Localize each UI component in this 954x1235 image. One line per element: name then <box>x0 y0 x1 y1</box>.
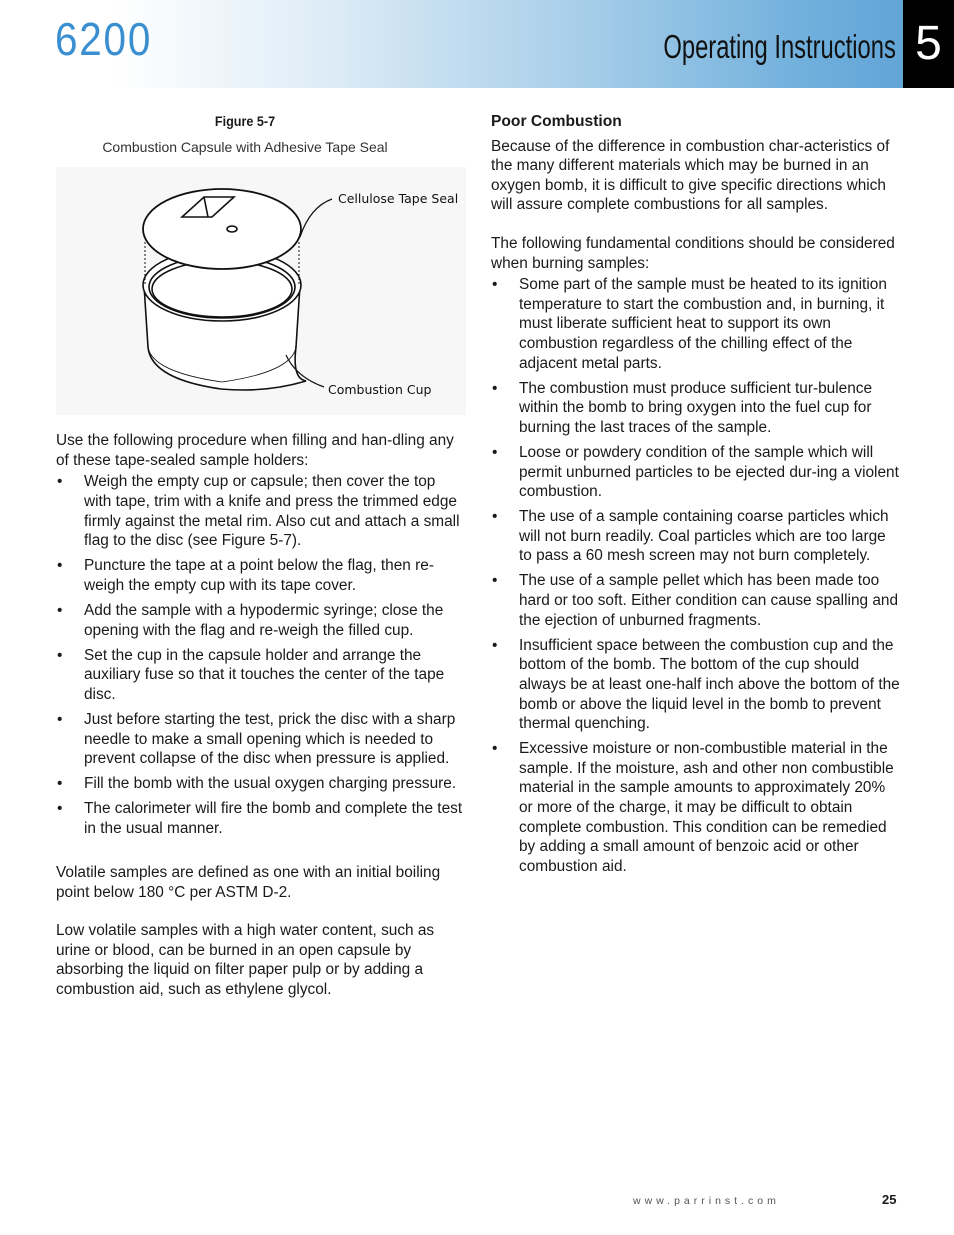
figure-caption: Combustion Capsule with Adhesive Tape Seal <box>102 138 388 155</box>
low-volatile-paragraph: Low volatile samples with a high water content, such as urine or blood, can be burned in an open capsule by absorbing the liquid on filter paper pulp or by adding a combustion aid, such as ethylene glycol. <box>56 922 435 998</box>
model-number: 6200 <box>55 13 153 65</box>
website-url: www.parrinst.com <box>633 1195 780 1207</box>
conditions-list <box>491 275 901 876</box>
list-item: • Loose or powdery condition of the sample which will permit unburned particles to be ejected dur-ing a violent combustion. <box>491 443 901 502</box>
list-item: • Some part of the sample must be heated to its ignition temperature to start the combustion and, in burning, it must liberate sufficient heat to support its own combustion regardless of the chilling effect of the adjacent metal parts. <box>491 275 901 373</box>
list-item: • Fill the bomb with the usual oxygen charging pressure. <box>56 774 466 794</box>
tape-seal-label: Cellulose Tape Seal <box>338 191 459 207</box>
list-item: • Excessive moisture or non-combustible material in the sample. If the moisture, ash and other non combustible material in the sample amounts to approximately 20% or more of the charge, it may be difficult to obtain complete combustion. This condition can be remedied by adding a small amount of benzoic acid or other combustion aid. <box>491 739 901 876</box>
list-item: • The combustion must produce sufficient tur-bulence within the bomb to bring oxygen into the fuel cup for burning the last traces of the sample. <box>491 379 901 438</box>
list-item: • Weigh the empty cup or capsule; then cover the top with tape, trim with a knife and press the trimmed edge firmly against the metal rim. Also cut and attach a small flag to the disc (see Figure 5-7). <box>56 472 466 550</box>
figure-number: Figure 5-7 <box>214 113 276 129</box>
right-column <box>491 112 901 882</box>
list-item: • The use of a sample pellet which has been made too hard or too soft. Either condition can cause spalling and the ejection of unburned fragments. <box>491 571 901 630</box>
list-item: • Puncture the tape at a point below the flag, then re-weigh the empty cup with its tape cover. <box>56 556 466 595</box>
combustion-capsule-figure <box>56 167 466 415</box>
list-item: • Add the sample with a hypodermic syringe; close the opening with the flag and re-weigh the filled cup. <box>56 601 466 640</box>
list-item: • Insufficient space between the combustion cup and the bottom of the bomb. The bottom of the cup should always be at least one-half inch above the bottom of the bomb or above the liquid level in the bomb to prevent thermal quenching. <box>491 636 901 734</box>
page-header <box>0 0 954 88</box>
intro-paragraph: Because of the difference in combustion char-acteristics of the many different materials which may be burned in an oxygen bomb, it is difficult to give specific directions which will assure complete combustions for all samples. <box>491 137 890 214</box>
section-heading: Poor Combustion <box>491 113 622 130</box>
conditions-paragraph: The following fundamental conditions should be considered when burning samples: <box>491 234 895 272</box>
volatile-paragraph: Volatile samples are defined as one with an initial boiling point below 180 °C per ASTM D-2. <box>56 863 441 901</box>
left-column <box>56 112 466 1000</box>
capsule-illustration <box>56 167 466 415</box>
section-title: Operating Instructions <box>663 28 896 65</box>
chapter-number: 5 <box>903 0 954 88</box>
list-item: • The calorimeter will fire the bomb and complete the test in the usual manner. <box>56 799 466 838</box>
procedure-list <box>56 472 466 838</box>
page-number: 25 <box>882 1192 897 1207</box>
list-item: • Set the cup in the capsule holder and arrange the auxiliary fuse so that it touches the center of the tape disc. <box>56 646 466 705</box>
procedure-intro: Use the following procedure when filling and han-dling any of these tape-sealed sample holders: <box>56 432 454 469</box>
list-item: • Just before starting the test, prick the disc with a sharp needle to make a small opening which is needed to prevent collapse of the disc when pressure is applied. <box>56 710 466 769</box>
combustion-cup-label: Combustion Cup <box>328 382 432 398</box>
list-item: • The use of a sample containing coarse particles which will not burn readily. Coal particles which are too large to pass a 60 mesh screen may not burn completely. <box>491 507 901 566</box>
